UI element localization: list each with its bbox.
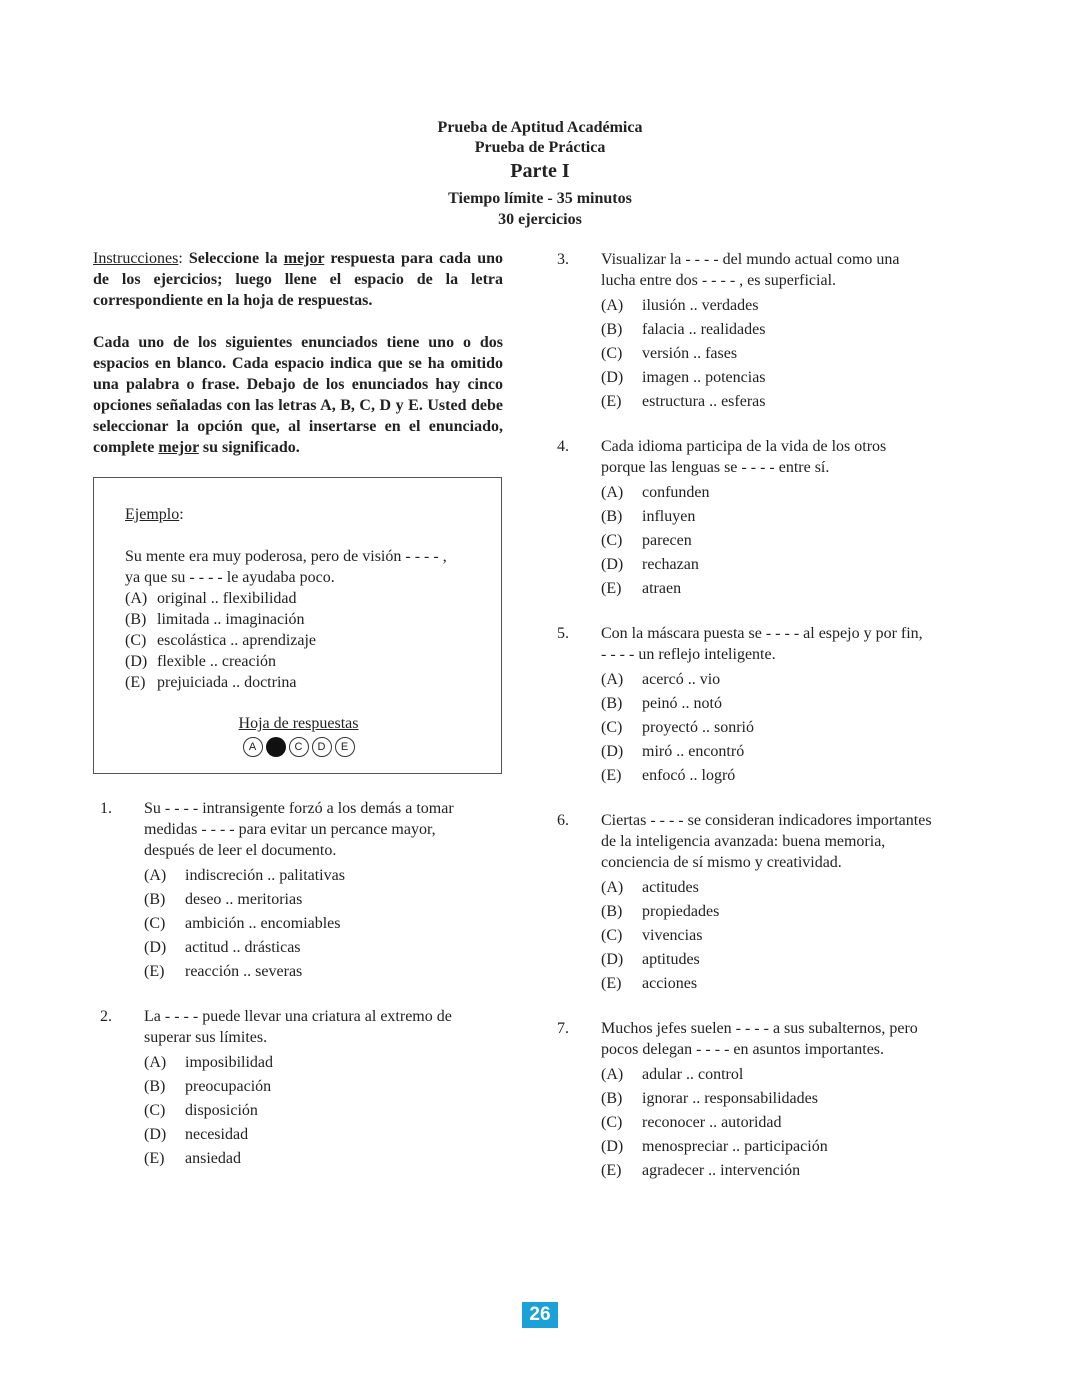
instructions <box>93 248 503 458</box>
option-c: (C) parecen <box>601 532 692 549</box>
option-b: (B) propiedades <box>601 903 720 920</box>
instructions-paragraph-2: Cada uno de los siguientes enunciados tiene uno o dos espacios en blanco. Cada espacio indica que se ha omitido una palabra o frase. Debajo de los enunciados hay cinco opciones señaladas con las letras A, B, C, D y E. Usted debe seleccionar la opción que, al insertarse en el enunciado, complete mejor su significado. <box>93 334 503 456</box>
option-c: (C) ambición .. encomiables <box>144 915 341 932</box>
bubble-c: C <box>289 737 309 757</box>
option-d: (D) rechazan <box>601 556 699 573</box>
example-option: (E) prejuiciada .. doctrina <box>125 674 297 691</box>
option-e: (E) enfocó .. logró <box>601 767 736 784</box>
question-5 <box>557 623 977 788</box>
part-title: Parte I <box>510 160 570 182</box>
option-b: (B) preocupación <box>144 1078 272 1095</box>
option-c: (C) proyectó .. sonrió <box>601 719 754 736</box>
option-b: (B) influyen <box>601 508 696 525</box>
example-options <box>125 588 447 693</box>
bubble-d: D <box>312 737 332 757</box>
option-d: (D) imagen .. potencias <box>601 369 766 386</box>
option-d: (D) necesidad <box>144 1126 249 1143</box>
option-e: (E) atraen <box>601 580 682 597</box>
option-c: (C) disposición <box>144 1102 258 1119</box>
option-e: (E) ansiedad <box>144 1150 241 1167</box>
option-a: (A) acercó .. vio <box>601 671 721 688</box>
time-limit: Tiempo límite - 35 minutos <box>448 190 632 207</box>
option-c: (C) versión .. fases <box>601 345 738 362</box>
example-stem: Su mente era muy poderosa, pero de visión - - - - , ya que su - - - - le ayudaba poco. <box>125 548 447 586</box>
option-b: (B) ignorar .. responsabilidades <box>601 1090 818 1107</box>
option-b: (B) deseo .. meritorias <box>144 891 303 908</box>
option-d: (D) miró .. encontró <box>601 743 745 760</box>
question-stem: Cada idioma participa de la vida de los otros porque las lenguas se - - - - entre sí. <box>601 438 887 476</box>
test-title: Prueba de Aptitud Académica <box>437 119 643 136</box>
question-number: 6. <box>557 812 569 829</box>
option-a: (A) adular .. control <box>601 1066 744 1083</box>
question-number: 1. <box>100 800 112 817</box>
answer-sheet-label: Hoja de respuestas <box>238 715 359 732</box>
option-d: (D) aptitudes <box>601 951 700 968</box>
question-number: 4. <box>557 438 569 455</box>
question-2 <box>100 1006 520 1171</box>
example-option: (A) original .. flexibilidad <box>125 590 297 607</box>
example-box <box>93 477 502 774</box>
option-a: (A) confunden <box>601 484 710 501</box>
bubble-b-filled: B <box>266 737 286 757</box>
option-e: (E) agradecer .. intervención <box>601 1162 801 1179</box>
question-number: 2. <box>100 1008 112 1025</box>
question-6 <box>557 810 977 996</box>
question-number: 7. <box>557 1020 569 1037</box>
instructions-label: Instrucciones <box>93 250 179 267</box>
exercise-count: 30 ejercicios <box>498 211 582 228</box>
instructions-paragraph-1: Instrucciones: Seleccione la mejor respuesta para cada uno de los ejercicios; luego llene el espacio de la letra correspondiente en la hoja de respuestas. <box>93 250 504 309</box>
question-4 <box>557 436 977 601</box>
answer-sheet <box>94 714 503 757</box>
option-e: (E) acciones <box>601 975 698 992</box>
bubble-a: A <box>243 737 263 757</box>
question-number: 5. <box>557 625 569 642</box>
question-stem: Con la máscara puesta se - - - - al espejo y por fin, - - - - un reflejo inteligente. <box>601 625 923 663</box>
option-a: (A) imposibilidad <box>144 1054 273 1071</box>
example-title: Ejemplo: <box>125 506 184 523</box>
option-e: (E) reacción .. severas <box>144 963 303 980</box>
option-a: (A) actitudes <box>601 879 699 896</box>
option-c: (C) vivencias <box>601 927 703 944</box>
question-stem: Muchos jefes suelen - - - - a sus subalternos, pero pocos delegan - - - - en asuntos importantes. <box>601 1020 918 1058</box>
option-e: (E) estructura .. esferas <box>601 393 766 410</box>
question-number: 3. <box>557 251 569 268</box>
question-stem: Visualizar la - - - - del mundo actual como una lucha entre dos - - - - , es superficial. <box>601 251 900 289</box>
question-3 <box>557 249 977 414</box>
question-7 <box>557 1018 977 1183</box>
question-1 <box>100 798 520 984</box>
option-b: (B) peinó .. notó <box>601 695 722 712</box>
test-subtitle: Prueba de Práctica <box>474 139 606 156</box>
example-option: (B) limitada .. imaginación <box>125 611 305 628</box>
page-number: 26 <box>522 1302 558 1328</box>
question-stem: Ciertas - - - - se consideran indicadores importantes de la inteligencia avanzada: buena memoria, conciencia de sí mismo y creatividad. <box>601 812 932 871</box>
option-b: (B) falacia .. realidades <box>601 321 766 338</box>
answer-bubbles <box>94 737 503 757</box>
option-a: (A) ilusión .. verdades <box>601 297 759 314</box>
option-a: (A) indiscreción .. palitativas <box>144 867 345 884</box>
bubble-e: E <box>335 737 355 757</box>
example-option: (D) flexible .. creación <box>125 653 277 670</box>
option-d: (D) actitud .. drásticas <box>144 939 301 956</box>
question-stem: Su - - - - intransigente forzó a los demás a tomar medidas - - - - para evitar un percance mayor, después de leer el documento. <box>144 800 454 859</box>
option-c: (C) reconocer .. autoridad <box>601 1114 782 1131</box>
example-option: (C) escolástica .. aprendizaje <box>125 632 317 649</box>
question-stem: La - - - - puede llevar una criatura al extremo de superar sus límites. <box>144 1008 452 1046</box>
option-d: (D) menospreciar .. participación <box>601 1138 828 1155</box>
